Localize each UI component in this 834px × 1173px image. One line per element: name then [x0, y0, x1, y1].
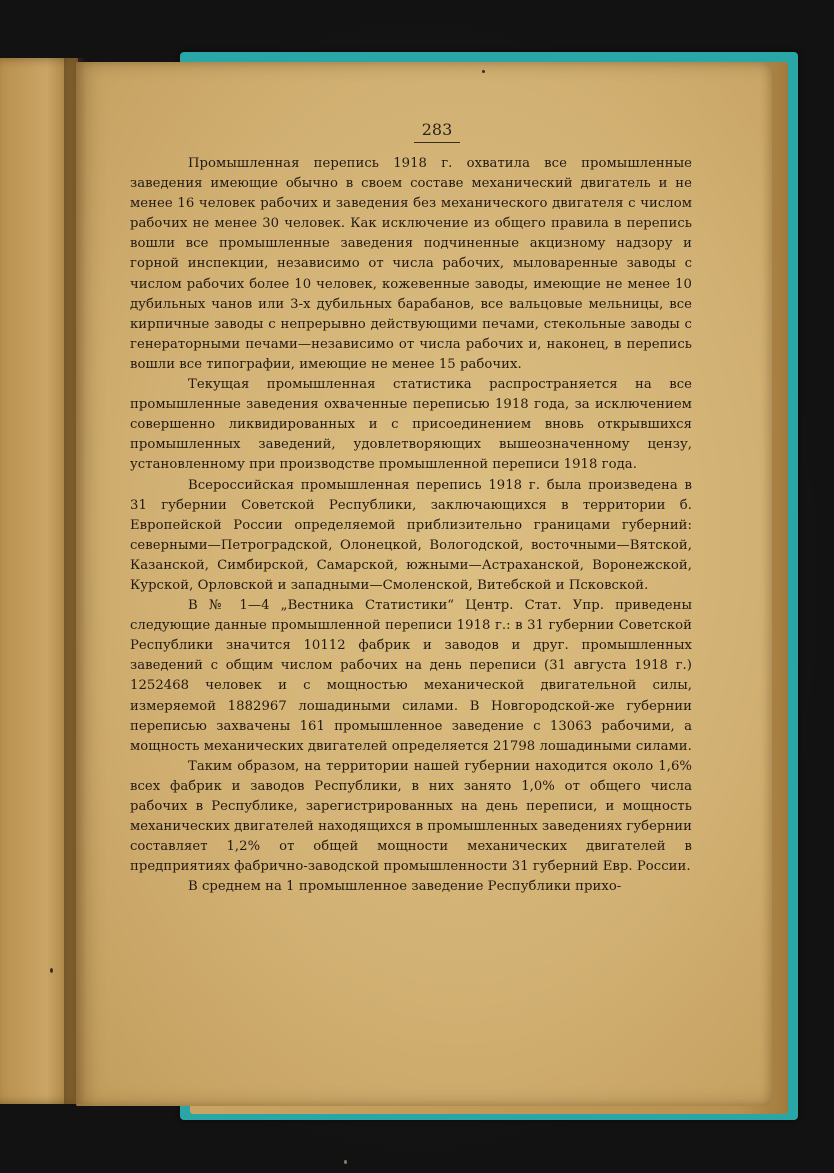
page-text [130, 154, 692, 897]
paragraph-3: Всероссийская промышленная перепись 1918 г. была произведена в 31 губернии Советской Республики, заключающихся в территории б. Европейской России определяемой приблизительно границами губерний: северными—Петроградской, Олонецкой, Вологодской, восточными—Вятской, Казанской, Симбирской, Самарской, южными—Астраханской, Воронежской, Курской, Орловской и западными—Смоленской, Витебской и Псковской. [130, 477, 692, 593]
paragraph-5: Таким образом, на территории нашей губернии находится около 1,6% всех фабрик и заводов Республики, в них занято 1,0% от общего числа рабочих в Республике, зарегистрированных на день переписи, и мощность механических двигателей находящихся в промышленных заведениях губернии составляет 1,2% от общей мощности механических двигателей в предприятиях фабрично-заводской промышленности 31 губерний Евр. России. [130, 758, 692, 875]
paper-speck [344, 1160, 347, 1164]
paragraph-2: Текущая промышленная статистика распространяется на все промышленные заведения охваченные переписью 1918 года, за исключением совершенно ликвидированных и с присоединением вновь открывшихся промышленных заведений, удовлетворяющих вышеозначенному цензу, установленному при производстве промышленной переписи 1918 года. [130, 377, 692, 473]
paper-speck [482, 70, 485, 73]
book-gutter [64, 58, 86, 1104]
paragraph-4: В № 1—4 „Вестника Статистики“ Центр. Стат. Упр. приведены следующие данные промышленной переписи 1918 г.: в 31 губернии Советской Республики значится 10112 фабрик и заводов и друг. промышленных заведений с общим числом рабочих на день переписи (31 августа 1918 г.) 1252468 человек и с мощностью механической двигательной силы, измеряемой 1882967 лошадиными силами. В Новгородской-же губернии переписью захвачены 161 промышленное заведение с 13063 рабочими, а мощность механических двигателей определяется 21798 лошадиными силами. [130, 598, 692, 754]
book-page [76, 62, 772, 1106]
paper-speck [50, 968, 53, 973]
page-number: 283 [76, 120, 772, 143]
paragraph-6: В среднем на 1 промышленное заведение Республики прихо- [188, 879, 622, 895]
paragraph-1: Промышленная перепись 1918 г. охватила все промышленные заведения имеющие обычно в своем составе механический двигатель и не менее 16 человек рабочих и заведения без механического двигателя с числом рабочих не менее 30 человек. Как исключение из общего правила в перепись вошли все промышленные заведения подчиненные акцизному надзору и горной инспекции, независимо от числа рабочих, мыловаренные заводы с числом рабочих более 10 человек, кожевенные заводы, имеющие не менее 10 дубильных чанов или 3-х дубильных барабанов, все вальцовые мельницы, все кирпичные заводы с непрерывно действующими печами, стекольные заводы с генераторными печами—независимо от числа рабочих и, наконец, в перепись вошли все типографии, имеющие не менее 15 рабочих. [130, 156, 692, 372]
